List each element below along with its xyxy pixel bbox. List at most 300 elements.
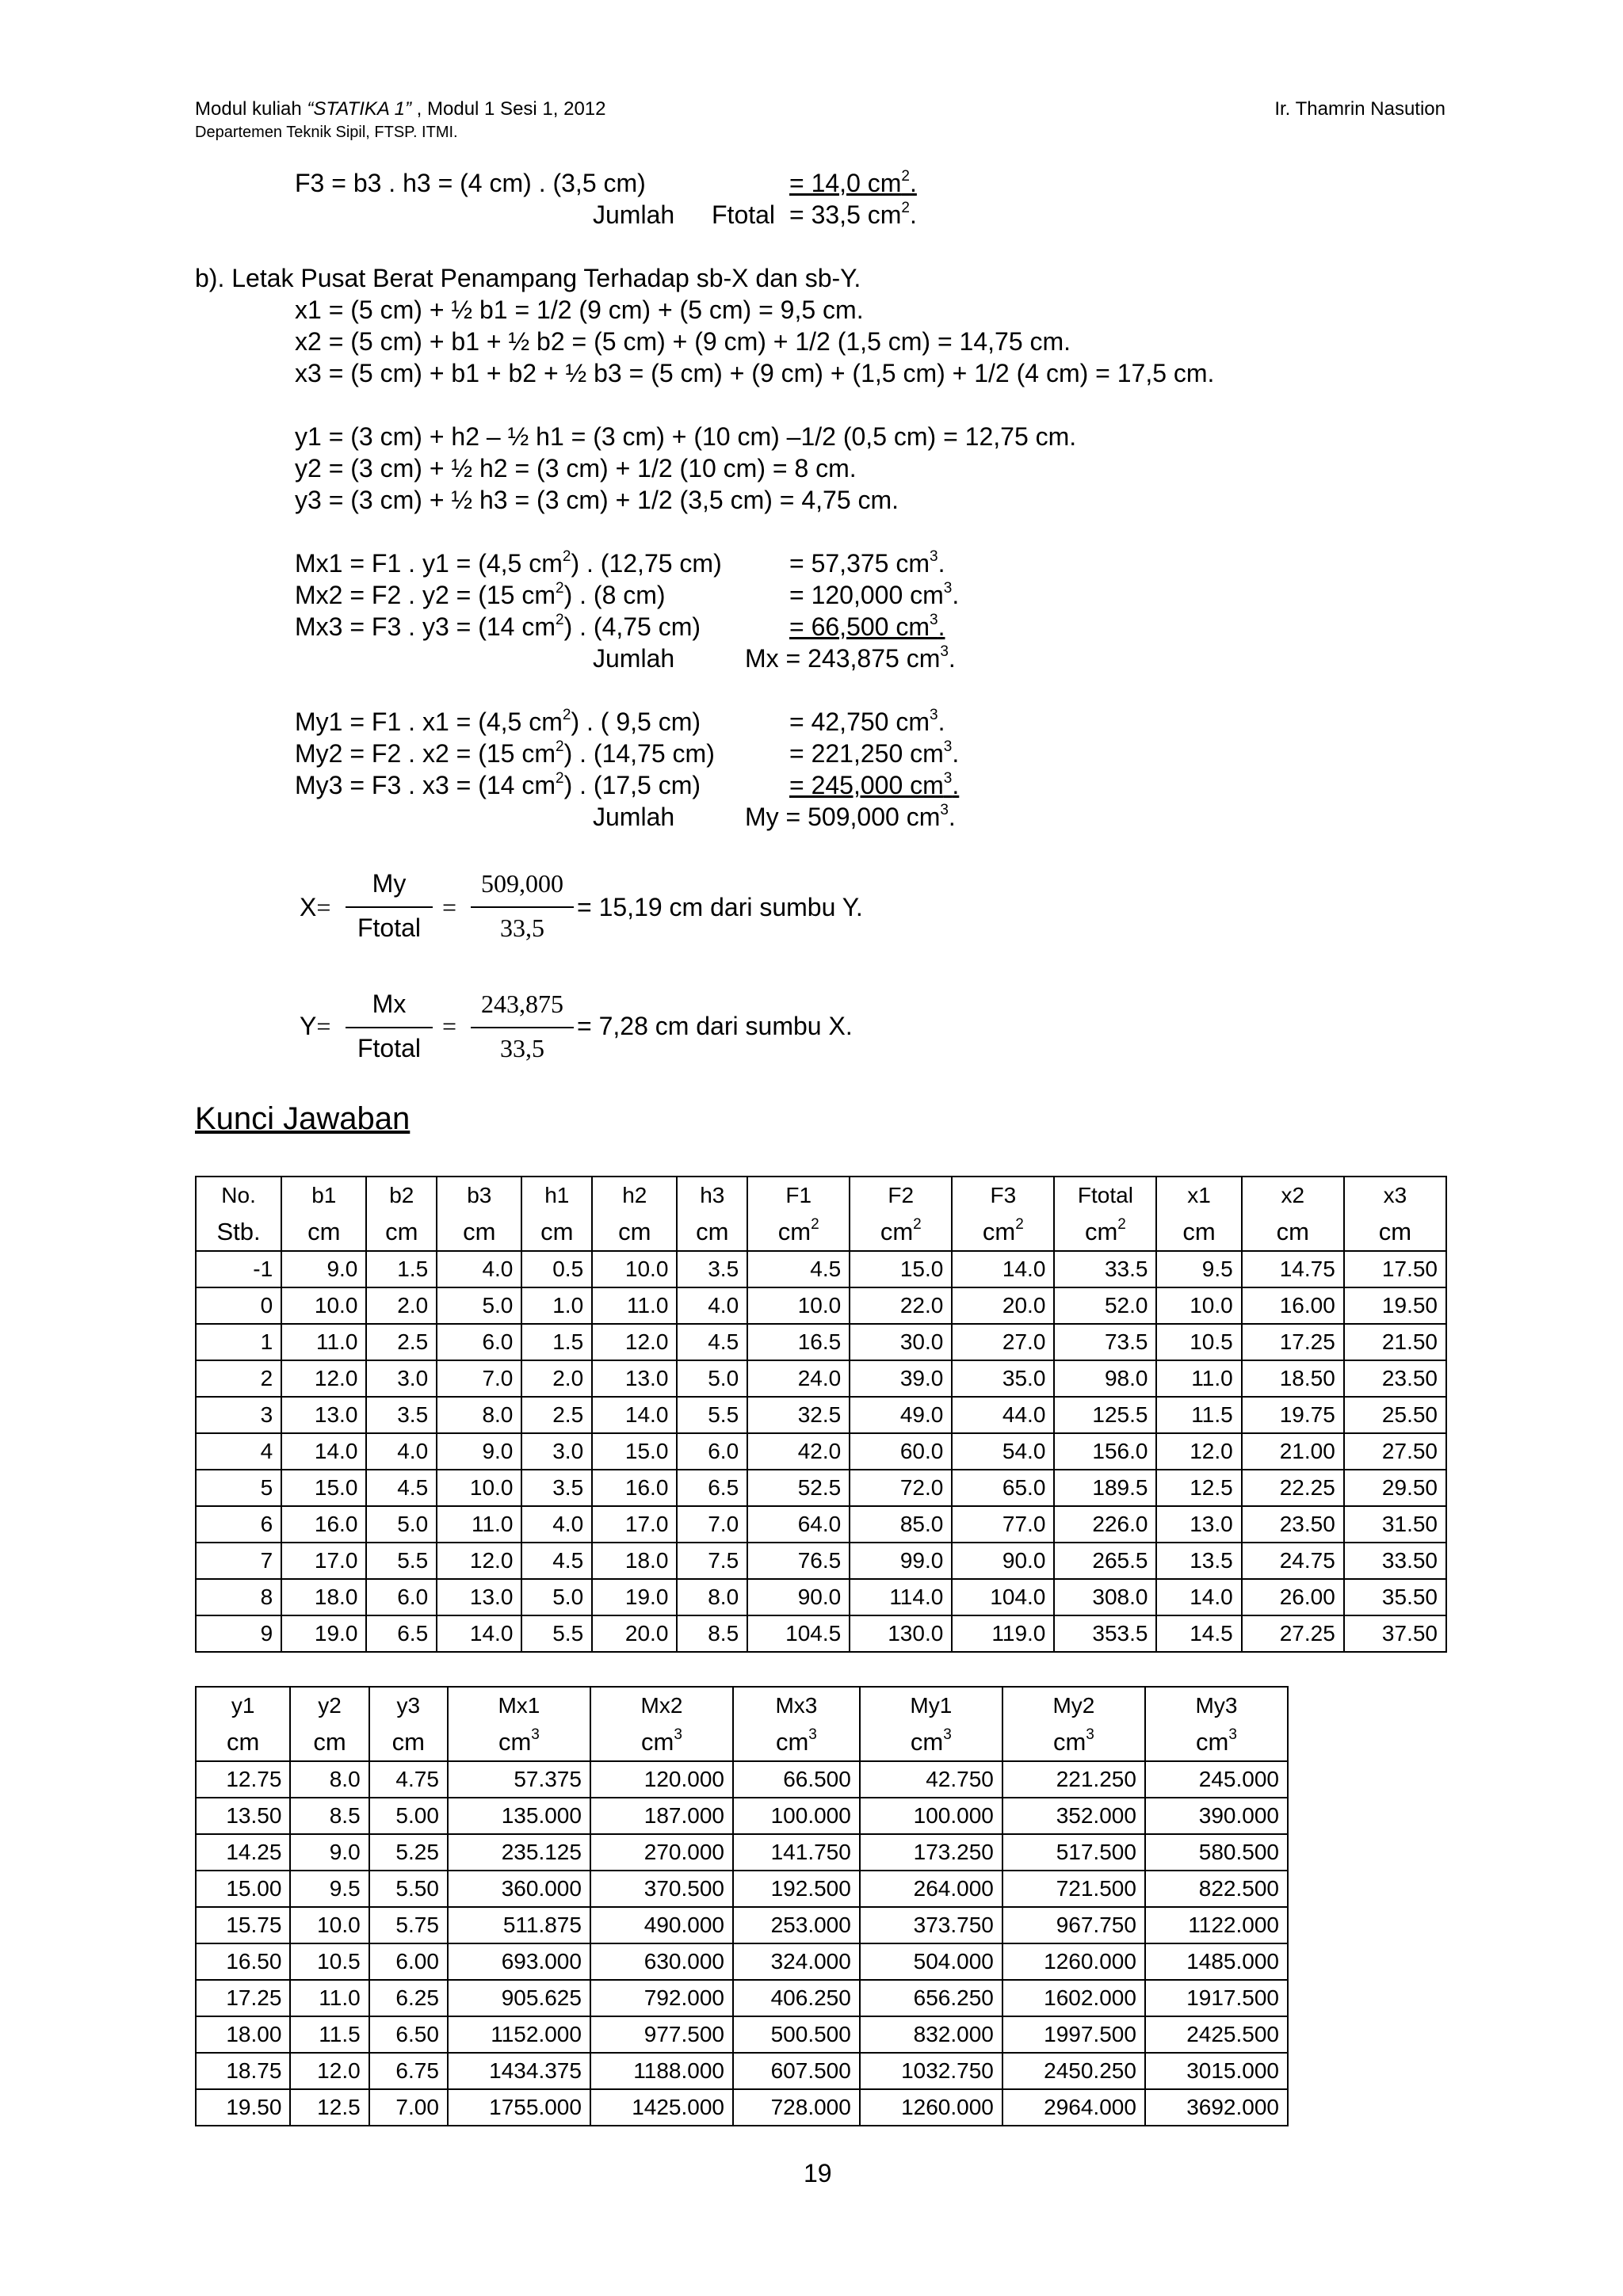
jumlah-mx-value [745, 643, 956, 674]
mx2-b: ) . (8 cm) [563, 581, 666, 609]
table1-unit-cell [281, 1214, 366, 1251]
table1-unit-cell [850, 1214, 952, 1251]
table-cell: 39.0 [850, 1360, 952, 1397]
table-cell: 24.75 [1242, 1543, 1344, 1579]
table1-header-cell: b1 [281, 1177, 366, 1214]
table-cell: 3.0 [521, 1433, 592, 1470]
table-cell: 1485.000 [1145, 1943, 1288, 1980]
table1-header-cell: x3 [1344, 1177, 1446, 1214]
table-cell: 370.500 [590, 1871, 733, 1907]
jumlah-ftotal-label: Jumlah [593, 200, 675, 229]
formula-x-num1: My [372, 869, 407, 898]
table-row [196, 1433, 1446, 1470]
table2-unit-text: cm [1196, 1728, 1229, 1756]
table-cell: 22.25 [1242, 1470, 1344, 1506]
table-row [196, 1943, 1288, 1980]
table-cell: 0.5 [521, 1251, 592, 1287]
table1-unit-cell [747, 1214, 850, 1251]
formula-x-bar2 [471, 906, 574, 908]
table-cell: 14.0 [1156, 1579, 1241, 1615]
table2-unit-text: cm [910, 1728, 944, 1756]
table-cell: 9.0 [281, 1251, 366, 1287]
table-cell: 308.0 [1054, 1579, 1156, 1615]
table2-header-cell: Mx2 [590, 1687, 733, 1724]
formula-y-eq1: = [316, 1012, 331, 1040]
y1-line: y1 = (3 cm) + h2 – ½ h1 = (3 cm) + (10 cm) –1/2 (0,5 cm) = 12,75 cm. [295, 422, 1077, 451]
table2-header-cell: Mx3 [733, 1687, 860, 1724]
mx3-line [295, 612, 701, 643]
table-cell: 14.25 [196, 1834, 290, 1871]
table-cell: 511.875 [448, 1907, 590, 1943]
table-cell: 15.75 [196, 1907, 290, 1943]
table-cell: 120.000 [590, 1761, 733, 1798]
table1-header-cell: F1 [747, 1177, 850, 1214]
table-cell: 10.5 [290, 1943, 369, 1980]
table-cell: 13.50 [196, 1798, 290, 1834]
table-cell: 1425.000 [590, 2089, 733, 2126]
table-cell: 98.0 [1054, 1360, 1156, 1397]
table-cell: 3692.000 [1145, 2089, 1288, 2126]
my3-c: = 245,000 cm [789, 771, 944, 799]
table-cell: 6.25 [369, 1980, 448, 2016]
table-cell: 15.0 [592, 1433, 677, 1470]
table-row [196, 2053, 1288, 2089]
my-total: My = 509,000 cm [745, 803, 941, 831]
table-cell: 90.0 [747, 1579, 850, 1615]
mx2-dot: . [952, 581, 960, 609]
table-cell: 3.5 [677, 1251, 747, 1287]
table-cell: 5.0 [521, 1579, 592, 1615]
table-cell: 26.00 [1242, 1579, 1344, 1615]
table-cell: 5.5 [521, 1615, 592, 1652]
table-cell: 65.0 [952, 1470, 1054, 1506]
table-row [196, 1470, 1446, 1506]
table-cell: 27.0 [952, 1324, 1054, 1360]
table1-unit-cell [366, 1214, 437, 1251]
mx3-c-exp: 3 [930, 612, 938, 628]
table-cell: 4.0 [366, 1433, 437, 1470]
my3-a: My3 = F3 . x3 = (14 cm [295, 771, 556, 799]
table-cell: 16.5 [747, 1324, 850, 1360]
table-cell: 8.0 [290, 1761, 369, 1798]
table-cell: 265.5 [1054, 1543, 1156, 1579]
table-cell: 6.5 [366, 1615, 437, 1652]
table-cell: 3 [196, 1397, 281, 1433]
table-cell: 49.0 [850, 1397, 952, 1433]
ftotal-dot: . [909, 200, 917, 229]
my1-result [789, 707, 945, 738]
table-cell: 7.5 [677, 1543, 747, 1579]
table-cell: 5.5 [677, 1397, 747, 1433]
my3-line [295, 770, 701, 801]
my1-c: = 42,750 cm [789, 707, 930, 736]
table-cell: 19.0 [281, 1615, 366, 1652]
table1-unit-text: Stb. [216, 1218, 261, 1245]
table1-unit-cell [437, 1214, 521, 1251]
table2-header-cell: y2 [290, 1687, 369, 1724]
mx3-c: = 66,500 cm [789, 612, 930, 641]
y2-line: y2 = (3 cm) + ½ h2 = (3 cm) + 1/2 (10 cm) = 8 cm. [295, 454, 857, 482]
table2-unit-cell [733, 1724, 860, 1761]
table-cell: 8.5 [290, 1798, 369, 1834]
table1-header-cell: No. [196, 1177, 281, 1214]
f3-exp: 2 [901, 168, 910, 185]
table-cell: 15.00 [196, 1871, 290, 1907]
table1-header-cell: Ftotal [1054, 1177, 1156, 1214]
table1-header-cell: h1 [521, 1177, 592, 1214]
table-cell: 119.0 [952, 1615, 1054, 1652]
table-cell: 8.0 [677, 1579, 747, 1615]
table-cell: 13.0 [437, 1579, 521, 1615]
table1-unit-text: cm [618, 1218, 651, 1245]
table-cell: 85.0 [850, 1506, 952, 1543]
my2-c: = 221,250 cm [789, 739, 944, 768]
my1-dot: . [938, 707, 945, 736]
table-cell: 16.0 [592, 1470, 677, 1506]
my2-result [789, 738, 959, 769]
table-cell: 31.50 [1344, 1506, 1446, 1543]
table-cell: 17.0 [281, 1543, 366, 1579]
x2-line: x2 = (5 cm) + b1 + ½ b2 = (5 cm) + (9 cm) + 1/2 (1,5 cm) = 14,75 cm. [295, 327, 1071, 356]
table1-unit-cell [196, 1214, 281, 1251]
table-cell: 3015.000 [1145, 2053, 1288, 2089]
ftotal-exp: 2 [901, 200, 910, 216]
table-cell: 517.500 [1002, 1834, 1145, 1871]
table2-unit-exp: 3 [943, 1726, 952, 1743]
table-cell: 76.5 [747, 1543, 850, 1579]
table1-unit-text: cm [463, 1218, 496, 1245]
table-cell: 73.5 [1054, 1324, 1156, 1360]
table-cell: -1 [196, 1251, 281, 1287]
table-cell: 253.000 [733, 1907, 860, 1943]
table-cell: 1917.500 [1145, 1980, 1288, 2016]
table-cell: 977.500 [590, 2016, 733, 2053]
table-cell: 4 [196, 1433, 281, 1470]
table-cell: 44.0 [952, 1397, 1054, 1433]
table-cell: 2.5 [366, 1324, 437, 1360]
table-cell: 9 [196, 1615, 281, 1652]
table-cell: 3.5 [521, 1470, 592, 1506]
table-cell: 1434.375 [448, 2053, 590, 2089]
table2-header-row-top [196, 1687, 1288, 1724]
mx2-c: = 120,000 cm [789, 581, 944, 609]
mx1-result [789, 548, 945, 579]
my3-result [789, 770, 959, 801]
table-cell: 156.0 [1054, 1433, 1156, 1470]
section-title: Kunci Jawaban [195, 1101, 411, 1136]
table2-unit-exp: 3 [1086, 1726, 1094, 1743]
table2-unit-cell [448, 1724, 590, 1761]
table1-unit-exp: 2 [1117, 1216, 1126, 1233]
table-row [196, 1761, 1288, 1798]
table-row [196, 1871, 1288, 1907]
table1-unit-cell [592, 1214, 677, 1251]
formula-x-num2: 509,000 [481, 869, 563, 898]
my2-c-exp: 3 [943, 738, 953, 755]
table1-unit-text: cm [385, 1218, 418, 1245]
table-cell: 11.0 [1156, 1360, 1241, 1397]
table1-unit-text: cm [982, 1218, 1016, 1245]
table-cell: 100.000 [733, 1798, 860, 1834]
table-cell: 12.5 [290, 2089, 369, 2126]
jumlah-my-label: Jumlah [593, 803, 675, 831]
table1-unit-cell [1054, 1214, 1156, 1251]
table-cell: 16.00 [1242, 1287, 1344, 1324]
table-cell: 15.0 [281, 1470, 366, 1506]
header-left [195, 98, 605, 120]
my1-b: ) . ( 9,5 cm) [571, 707, 701, 736]
formula-x-result: = 15,19 cm dari sumbu Y. [577, 893, 863, 921]
mx1-exp: 2 [562, 548, 571, 565]
mx3-dot: . [938, 612, 945, 641]
table-cell: 245.000 [1145, 1761, 1288, 1798]
x3-line: x3 = (5 cm) + b1 + b2 + ½ b3 = (5 cm) + (9 cm) + (1,5 cm) + 1/2 (4 cm) = 17,5 cm. [295, 359, 1215, 387]
table-row [196, 1834, 1288, 1871]
table-cell: 18.50 [1242, 1360, 1344, 1397]
table-cell: 192.500 [733, 1871, 860, 1907]
my3-c-exp: 3 [943, 770, 953, 787]
table2-unit-text: cm [227, 1728, 260, 1756]
header-prefix: Modul kuliah [195, 98, 307, 120]
jumlah-mx-label: Jumlah [593, 644, 675, 673]
answer-table-2 [195, 1686, 1289, 2126]
table2-unit-text: cm [391, 1728, 425, 1756]
header-author: Ir. Thamrin Nasution [1274, 98, 1445, 120]
formula-x-fraction-1 [346, 868, 433, 951]
table-cell: 72.0 [850, 1470, 952, 1506]
table-cell: 13.0 [281, 1397, 366, 1433]
table2-unit-text: cm [641, 1728, 674, 1756]
table-cell: 12.5 [1156, 1470, 1241, 1506]
answer-table-2-body [196, 1687, 1288, 2126]
my2-a: My2 = F2 . x2 = (15 cm [295, 739, 556, 768]
table-cell: 264.000 [860, 1871, 1002, 1907]
table1-unit-text: cm [1182, 1218, 1216, 1245]
table-cell: 10.0 [747, 1287, 850, 1324]
table1-header-cell: h3 [677, 1177, 747, 1214]
table-row [196, 2016, 1288, 2053]
table-cell: 14.5 [1156, 1615, 1241, 1652]
table-row [196, 1251, 1446, 1287]
table1-unit-cell [677, 1214, 747, 1251]
table-cell: 19.50 [196, 2089, 290, 2126]
table2-unit-cell [590, 1724, 733, 1761]
table-cell: 5.5 [366, 1543, 437, 1579]
mx3-a: Mx3 = F3 . y3 = (14 cm [295, 612, 556, 641]
table-cell: 64.0 [747, 1506, 850, 1543]
f3-result [789, 168, 917, 199]
table-cell: 4.5 [677, 1324, 747, 1360]
jumlah-ftotal-name: Ftotal [712, 200, 776, 229]
table1-unit-cell [1242, 1214, 1344, 1251]
table-cell: 9.5 [290, 1871, 369, 1907]
formula-y-den2: 33,5 [500, 1034, 544, 1062]
table-cell: 6.0 [677, 1433, 747, 1470]
table-cell: 21.50 [1344, 1324, 1446, 1360]
table-cell: 1.5 [366, 1251, 437, 1287]
table-cell: 14.75 [1242, 1251, 1344, 1287]
x1-line: x1 = (5 cm) + ½ b1 = 1/2 (9 cm) + (5 cm) = 9,5 cm. [295, 296, 864, 324]
table-cell: 5 [196, 1470, 281, 1506]
table1-unit-text: cm [880, 1218, 914, 1245]
formula-x-den1: Ftotal [357, 913, 422, 942]
table-cell: 10.0 [437, 1470, 521, 1506]
formula-x-fraction-2 [471, 868, 574, 951]
my3-dot: . [952, 771, 960, 799]
f3-dot: . [909, 169, 917, 197]
table-cell: 114.0 [850, 1579, 952, 1615]
table-cell: 57.375 [448, 1761, 590, 1798]
table-cell: 1260.000 [1002, 1943, 1145, 1980]
table-cell: 360.000 [448, 1871, 590, 1907]
page-number: 19 [804, 2159, 832, 2187]
table-cell: 104.5 [747, 1615, 850, 1652]
table-cell: 19.0 [592, 1579, 677, 1615]
mx3-result [789, 612, 945, 643]
mx1-line [295, 548, 722, 579]
table-cell: 226.0 [1054, 1506, 1156, 1543]
table-cell: 13.5 [1156, 1543, 1241, 1579]
table-cell: 141.750 [733, 1834, 860, 1871]
answer-table-1-body [196, 1177, 1446, 1652]
table-cell: 6.50 [369, 2016, 448, 2053]
table-cell: 35.50 [1344, 1579, 1446, 1615]
table-row [196, 1324, 1446, 1360]
mx-total: Mx = 243,875 cm [745, 644, 941, 673]
mx-total-dot: . [948, 644, 956, 673]
table-cell: 60.0 [850, 1433, 952, 1470]
table2-unit-exp: 3 [531, 1726, 540, 1743]
answer-table-1 [195, 1176, 1447, 1653]
table2-unit-cell [196, 1724, 290, 1761]
jumlah-my-value [745, 802, 956, 833]
table-row [196, 1980, 1288, 2016]
table-cell: 390.000 [1145, 1798, 1288, 1834]
table-cell: 905.625 [448, 1980, 590, 2016]
mx1-a: Mx1 = F1 . y1 = (4,5 cm [295, 549, 563, 578]
table2-unit-cell [369, 1724, 448, 1761]
header-department: Departemen Teknik Sipil, FTSP. ITMI. [195, 124, 458, 141]
table2-header-cell: My1 [860, 1687, 1002, 1724]
table-cell: 32.5 [747, 1397, 850, 1433]
table2-header-cell: My3 [1145, 1687, 1288, 1724]
table1-header-row-top [196, 1177, 1446, 1214]
table2-header-cell: My2 [1002, 1687, 1145, 1724]
table-cell: 90.0 [952, 1543, 1054, 1579]
table1-unit-cell [1344, 1214, 1446, 1251]
my1-line [295, 707, 701, 738]
table-cell: 12.0 [592, 1324, 677, 1360]
table-cell: 29.50 [1344, 1470, 1446, 1506]
table1-header-cell: x2 [1242, 1177, 1344, 1214]
table1-unit-exp: 2 [1015, 1216, 1024, 1233]
table-row [196, 1287, 1446, 1324]
table-cell: 1188.000 [590, 2053, 733, 2089]
table-cell: 10.0 [281, 1287, 366, 1324]
table-cell: 2.5 [521, 1397, 592, 1433]
table-cell: 173.250 [860, 1834, 1002, 1871]
table-cell: 4.0 [677, 1287, 747, 1324]
table-cell: 10.0 [290, 1907, 369, 1943]
table-cell: 1260.000 [860, 2089, 1002, 2126]
table2-header-cell: Mx1 [448, 1687, 590, 1724]
formula-y-num2: 243,875 [481, 990, 563, 1018]
table-cell: 11.5 [290, 2016, 369, 2053]
table-cell: 693.000 [448, 1943, 590, 1980]
table-cell: 125.5 [1054, 1397, 1156, 1433]
table-cell: 189.5 [1054, 1470, 1156, 1506]
table-cell: 42.750 [860, 1761, 1002, 1798]
table-cell: 5.0 [366, 1506, 437, 1543]
table1-unit-text: cm [307, 1218, 341, 1245]
table-cell: 23.50 [1344, 1360, 1446, 1397]
table-cell: 13.0 [592, 1360, 677, 1397]
my2-b: ) . (14,75 cm) [563, 739, 715, 768]
table-cell: 4.75 [369, 1761, 448, 1798]
table-cell: 607.500 [733, 2053, 860, 2089]
table-cell: 11.0 [281, 1324, 366, 1360]
table-cell: 17.50 [1344, 1251, 1446, 1287]
table-cell: 1.5 [521, 1324, 592, 1360]
table-cell: 16.50 [196, 1943, 290, 1980]
table-cell: 100.000 [860, 1798, 1002, 1834]
table-cell: 25.50 [1344, 1397, 1446, 1433]
table-cell: 10.0 [592, 1251, 677, 1287]
mx2-exp: 2 [556, 580, 564, 597]
table-cell: 1997.500 [1002, 2016, 1145, 2053]
table-cell: 5.25 [369, 1834, 448, 1871]
table-cell: 12.0 [437, 1543, 521, 1579]
mx2-line [295, 580, 666, 611]
table-row [196, 2089, 1288, 2126]
mx-total-exp: 3 [940, 643, 949, 660]
my2-line [295, 738, 715, 769]
table-cell: 13.0 [1156, 1506, 1241, 1543]
table-cell: 11.5 [1156, 1397, 1241, 1433]
table-cell: 23.50 [1242, 1506, 1344, 1543]
table-cell: 18.0 [281, 1579, 366, 1615]
table-cell: 14.0 [281, 1433, 366, 1470]
f3-value: = 14,0 cm [789, 169, 902, 197]
formula-y-result: = 7,28 cm dari sumbu X. [577, 1012, 853, 1040]
table-cell: 19.50 [1344, 1287, 1446, 1324]
table-cell: 27.50 [1344, 1433, 1446, 1470]
table-cell: 721.500 [1002, 1871, 1145, 1907]
mx2-c-exp: 3 [943, 580, 953, 597]
table2-unit-text: cm [775, 1728, 809, 1756]
table-cell: 5.00 [369, 1798, 448, 1834]
table1-header-cell: b2 [366, 1177, 437, 1214]
my3-exp: 2 [556, 770, 564, 787]
my3-b: ) . (17,5 cm) [563, 771, 701, 799]
table-cell: 11.0 [437, 1506, 521, 1543]
mx1-c-exp: 3 [930, 548, 938, 565]
table-cell: 504.000 [860, 1943, 1002, 1980]
table2-header-cell: y3 [369, 1687, 448, 1724]
table-cell: 728.000 [733, 2089, 860, 2126]
table-cell: 580.500 [1145, 1834, 1288, 1871]
table-cell: 5.0 [437, 1287, 521, 1324]
table2-unit-exp: 3 [674, 1726, 682, 1743]
table-cell: 2964.000 [1002, 2089, 1145, 2126]
table1-header-cell: F3 [952, 1177, 1054, 1214]
table-cell: 2.0 [521, 1360, 592, 1397]
table-cell: 8 [196, 1579, 281, 1615]
table-cell: 6.00 [369, 1943, 448, 1980]
table-cell: 324.000 [733, 1943, 860, 1980]
table-cell: 270.000 [590, 1834, 733, 1871]
formula-y-num1: Mx [372, 990, 407, 1018]
